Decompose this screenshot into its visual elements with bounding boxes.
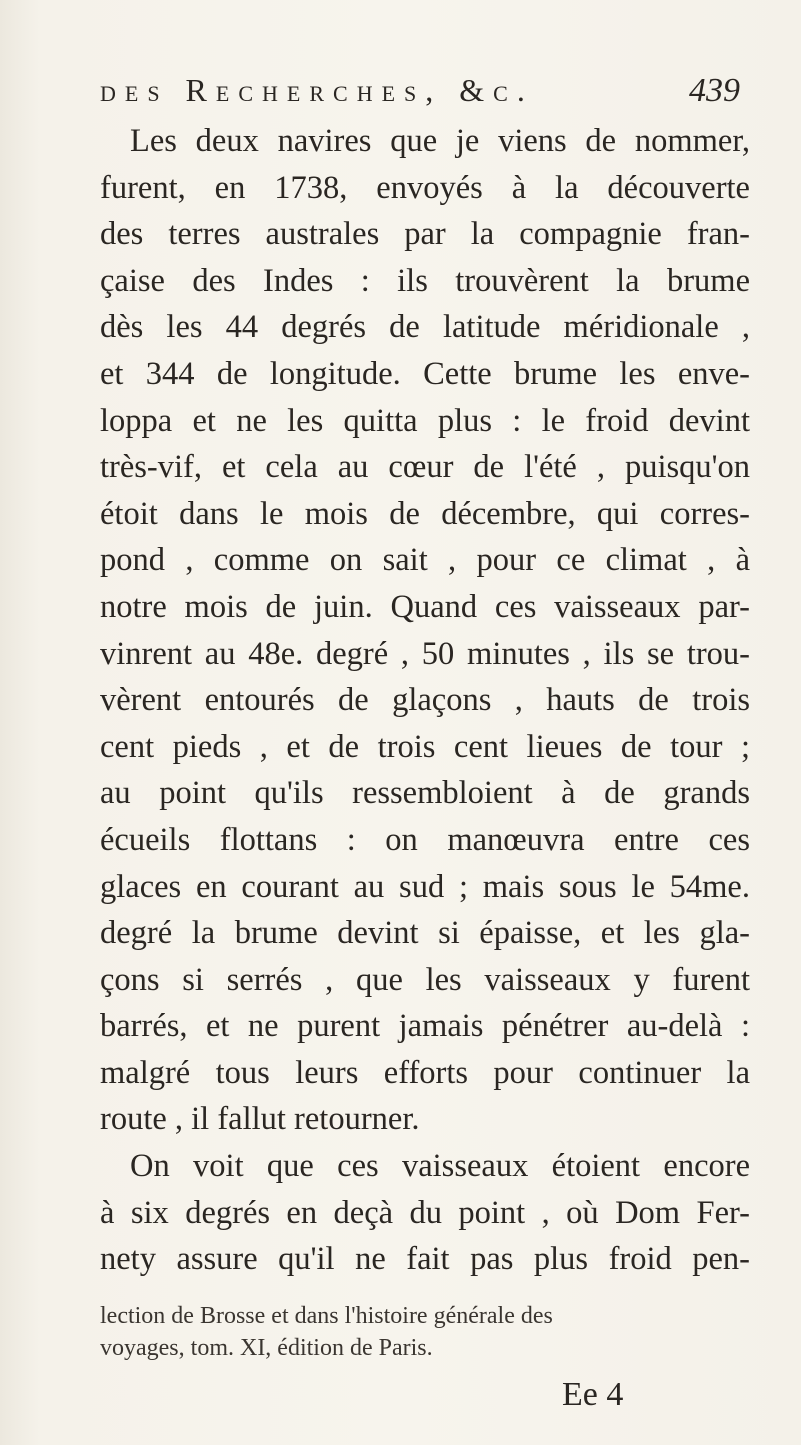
text-line: à six degrés en deçà du point , où Dom Fer- xyxy=(100,1194,750,1231)
text-line: et 344 de longitude. Cette brume les enve- xyxy=(100,355,750,392)
main-text xyxy=(100,118,750,1283)
text-line: barrés, et ne purent jamais pénétrer au-delà : xyxy=(100,1008,750,1045)
page-number: 439 xyxy=(689,72,740,109)
text-line: pond , comme on sait , pour ce climat , à xyxy=(100,542,750,579)
text-line: degré la brume devint si épaisse, et les gla- xyxy=(100,915,750,952)
text-line: malgré tous leurs efforts pour continuer la xyxy=(100,1054,750,1091)
text-line: route , il fallut retourner. xyxy=(100,1101,420,1138)
text-line: çons si serrés , que les vaisseaux y furent xyxy=(100,961,750,998)
text-line: notre mois de juin. Quand ces vaisseaux par- xyxy=(100,588,750,625)
running-head: des Recherches, &c. xyxy=(100,72,534,108)
text-line: vèrent entourés de glaçons , hauts de trois xyxy=(100,682,750,719)
text-line: glaces en courant au sud ; mais sous le 54me. xyxy=(100,868,750,905)
text-line: cent pieds , et de trois cent lieues de tour ; xyxy=(100,728,750,765)
signature-mark: Ee 4 xyxy=(562,1376,624,1413)
text-line: On voit que ces vaisseaux étoient encore xyxy=(130,1148,750,1185)
footnote-line: voyages, tom. XI, édition de Paris. xyxy=(100,1335,433,1361)
text-line: écueils flottans : on manœuvra entre ces xyxy=(100,821,750,858)
text-line: très-vif, et cela au cœur de l'été , puisqu'on xyxy=(100,449,750,486)
text-line: au point qu'ils ressembloient à de grands xyxy=(100,775,750,812)
text-line: furent, en 1738, envoyés à la découverte xyxy=(100,169,750,206)
text-line: Les deux navires que je viens de nommer, xyxy=(130,123,750,159)
text-line: dès les 44 degrés de latitude méridionale , xyxy=(100,309,750,346)
text-line: loppa et ne les quitta plus : le froid devint xyxy=(100,402,750,439)
footnote-line: lection de Brosse et dans l'histoire générale des xyxy=(100,1303,553,1329)
text-line: nety assure qu'il ne fait pas plus froid pen- xyxy=(100,1241,750,1278)
text-line: des terres australes par la compagnie fran- xyxy=(100,216,750,253)
text-line: çaise des Indes : ils trouvèrent la brume xyxy=(100,262,750,299)
footnote xyxy=(100,1300,660,1364)
text-line: vinrent au 48e. degré , 50 minutes , ils se trou- xyxy=(100,635,750,672)
page-header xyxy=(100,72,740,122)
text-line: étoit dans le mois de décembre, qui corres- xyxy=(100,495,750,532)
